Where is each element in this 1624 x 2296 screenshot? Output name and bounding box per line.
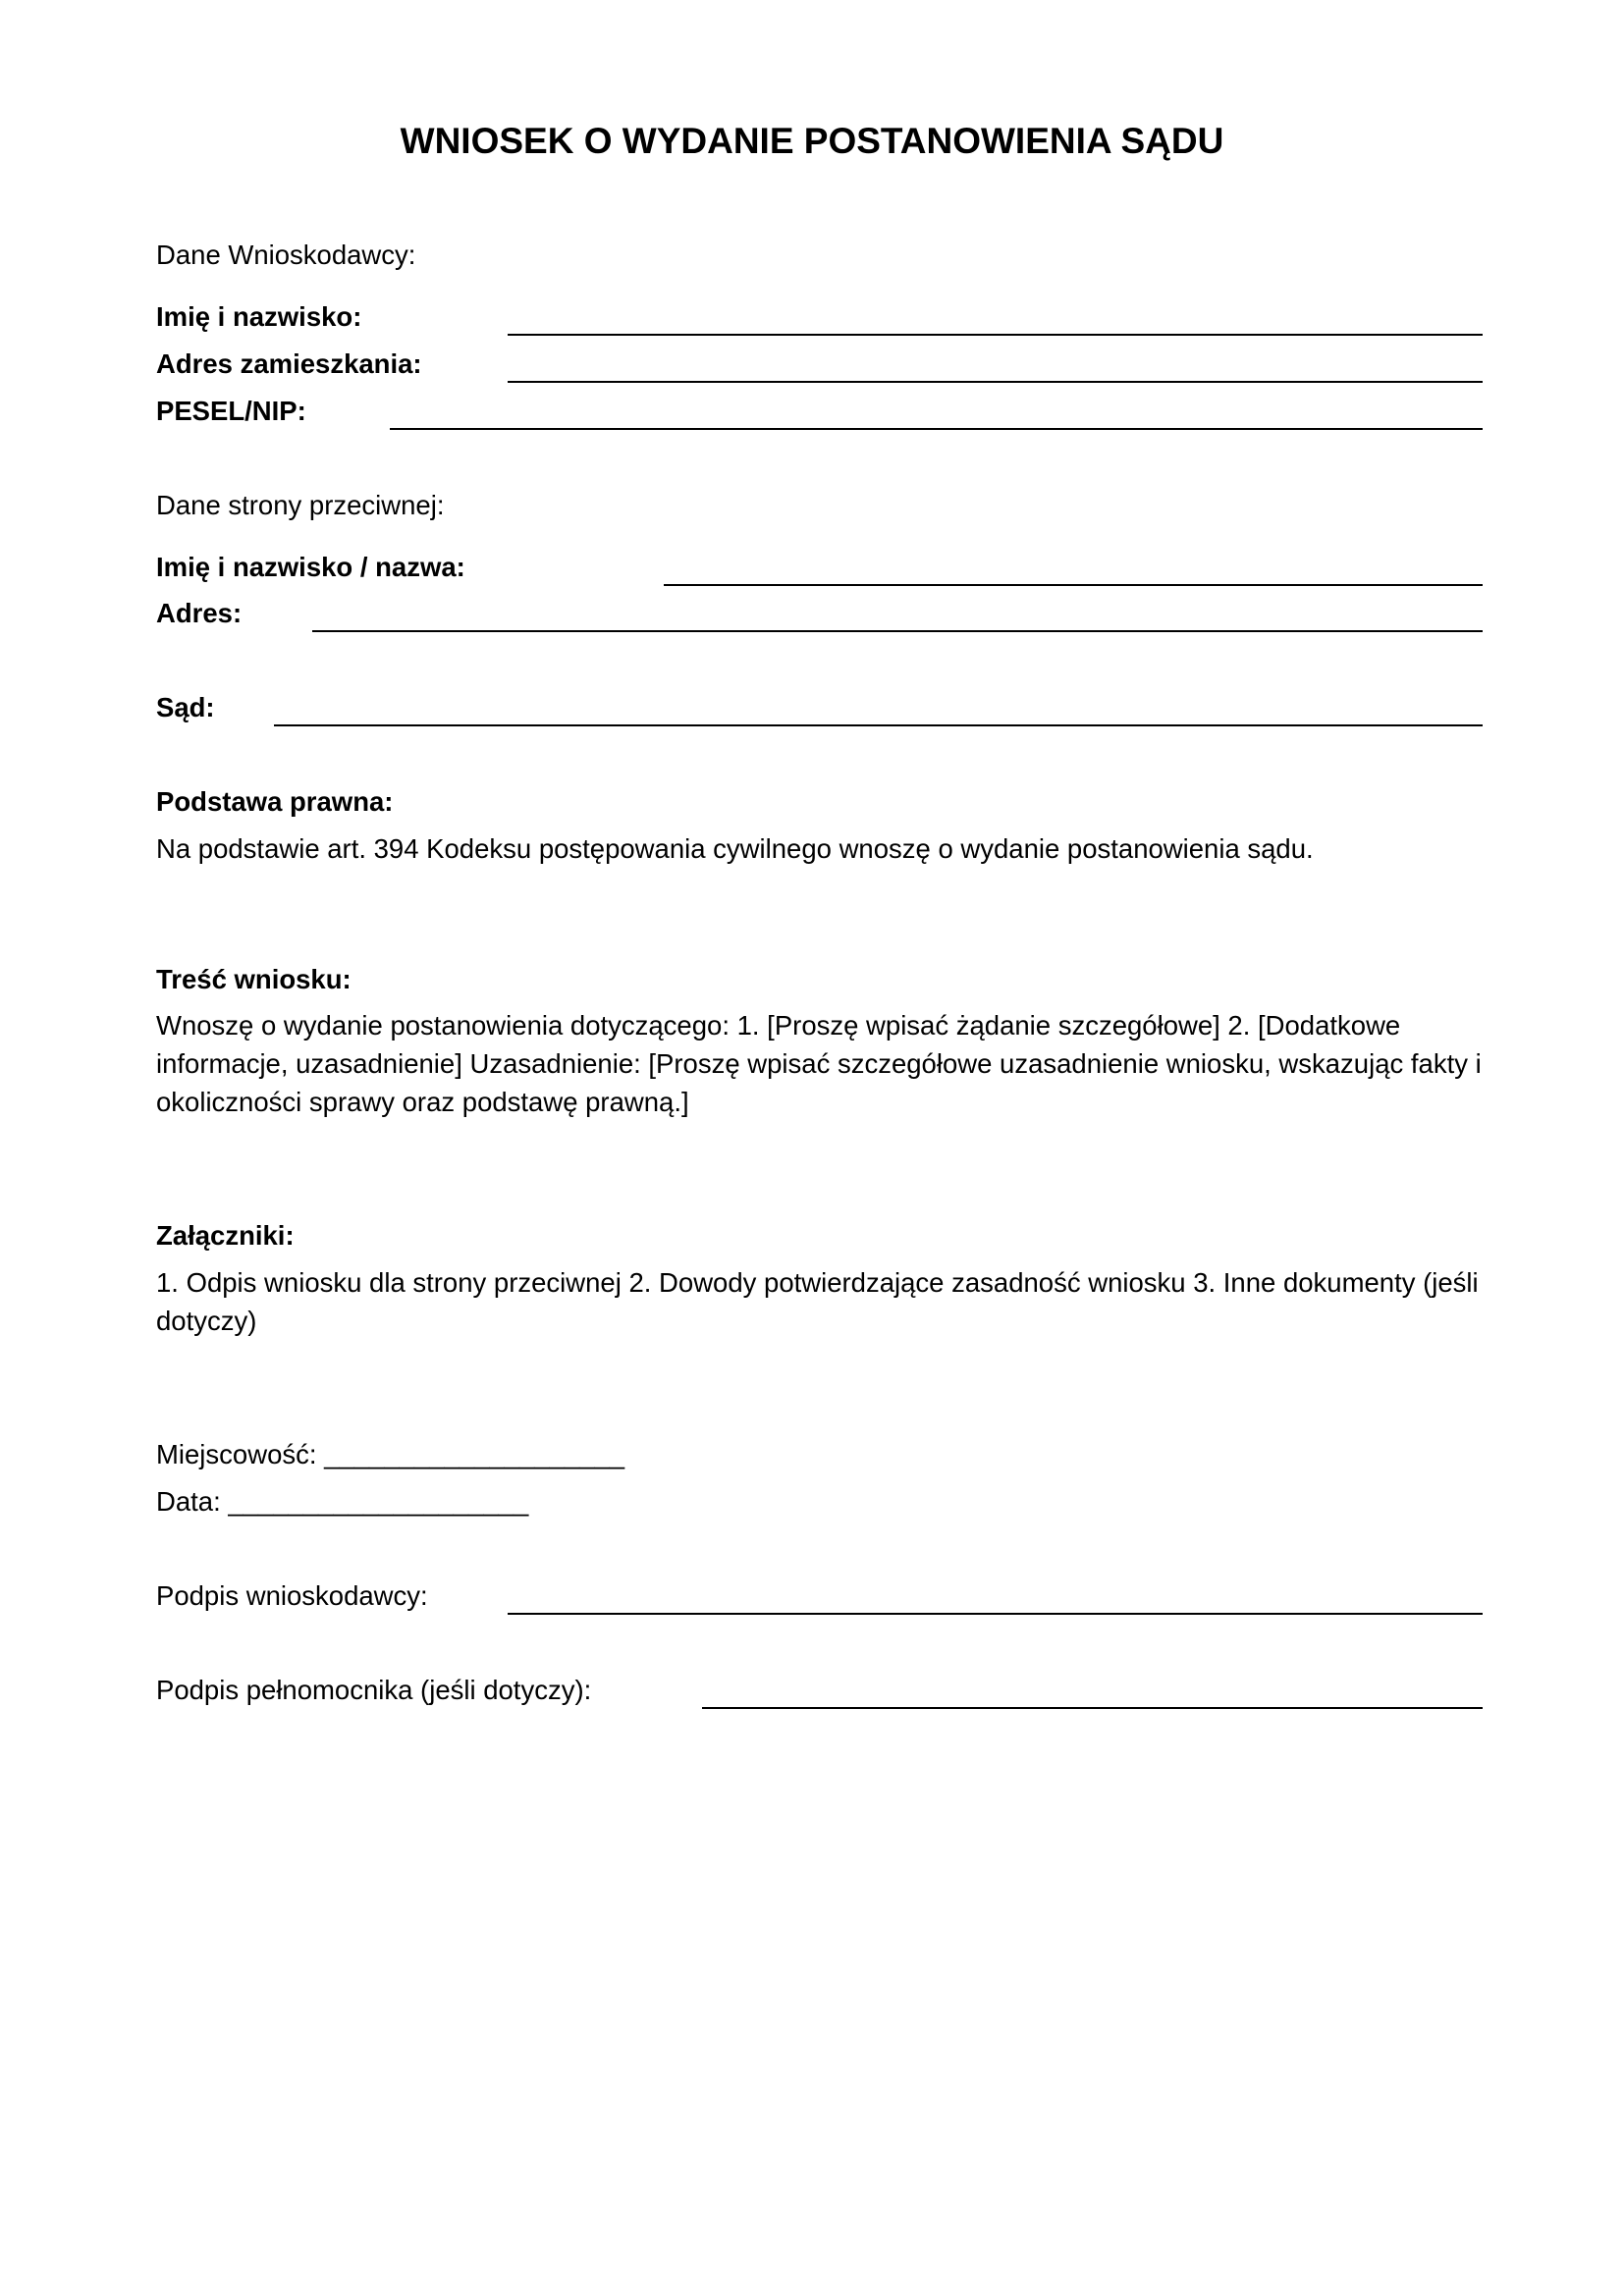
attachments-heading: Załączniki: [156,1220,295,1251]
document-title: WNIOSEK O WYDANIE POSTANOWIENIA SĄDU [400,121,1224,161]
legal-basis-text: Na podstawie art. 394 Kodeksu postępowania cywilnego wnoszę o wydanie postanowienia sądu. [156,833,1314,864]
attorney-signature-field[interactable] [702,1707,1483,1709]
applicant-name-label: Imię i nazwisko: [156,301,362,332]
applicant-heading: Dane Wnioskodawcy: [156,240,416,270]
legal-basis-heading: Podstawa prawna: [156,786,394,817]
opposing-name-field[interactable] [664,584,1483,586]
attachments-text: 1. Odpis wniosku dla strony przeciwnej 2. Dowody potwierdzające zasadność wniosku 3. Inne dokumenty (jeśli dotyczy) [156,1267,1479,1336]
place-field[interactable]: Miejscowość: ____________________ [156,1439,625,1469]
opposing-address-label: Adres: [156,598,243,628]
opposing-name-label: Imię i nazwisko / nazwa: [156,552,465,582]
applicant-id-label: PESEL/NIP: [156,396,306,426]
applicant-id-field[interactable] [390,428,1483,430]
applicant-address-label: Adres zamieszkania: [156,348,422,379]
applicant-signature-field[interactable] [508,1613,1483,1615]
date-field[interactable]: Data: ____________________ [156,1486,529,1517]
opposing-party-heading: Dane strony przeciwnej: [156,490,445,520]
opposing-address-field[interactable] [312,630,1483,632]
applicant-signature-label: Podpis wnioskodawcy: [156,1580,428,1611]
applicant-address-field[interactable] [508,381,1483,383]
request-heading: Treść wniosku: [156,964,352,994]
attorney-signature-label: Podpis pełnomocnika (jeśli dotyczy): [156,1675,592,1705]
applicant-name-field[interactable] [508,334,1483,336]
court-field[interactable] [274,724,1483,726]
request-text: Wnoszę o wydanie postanowienia dotyczącego: 1. [Proszę wpisać żądanie szczegółowe] 2. [Dodatkowe informacje, uzasadnienie] Uzasadnienie: [Proszę wpisać szczegółowe uzasadnienie wniosku, wskazując fakty i okoliczności sprawy oraz podstawę prawną.] [156,1010,1482,1117]
court-label: Sąd: [156,692,215,722]
